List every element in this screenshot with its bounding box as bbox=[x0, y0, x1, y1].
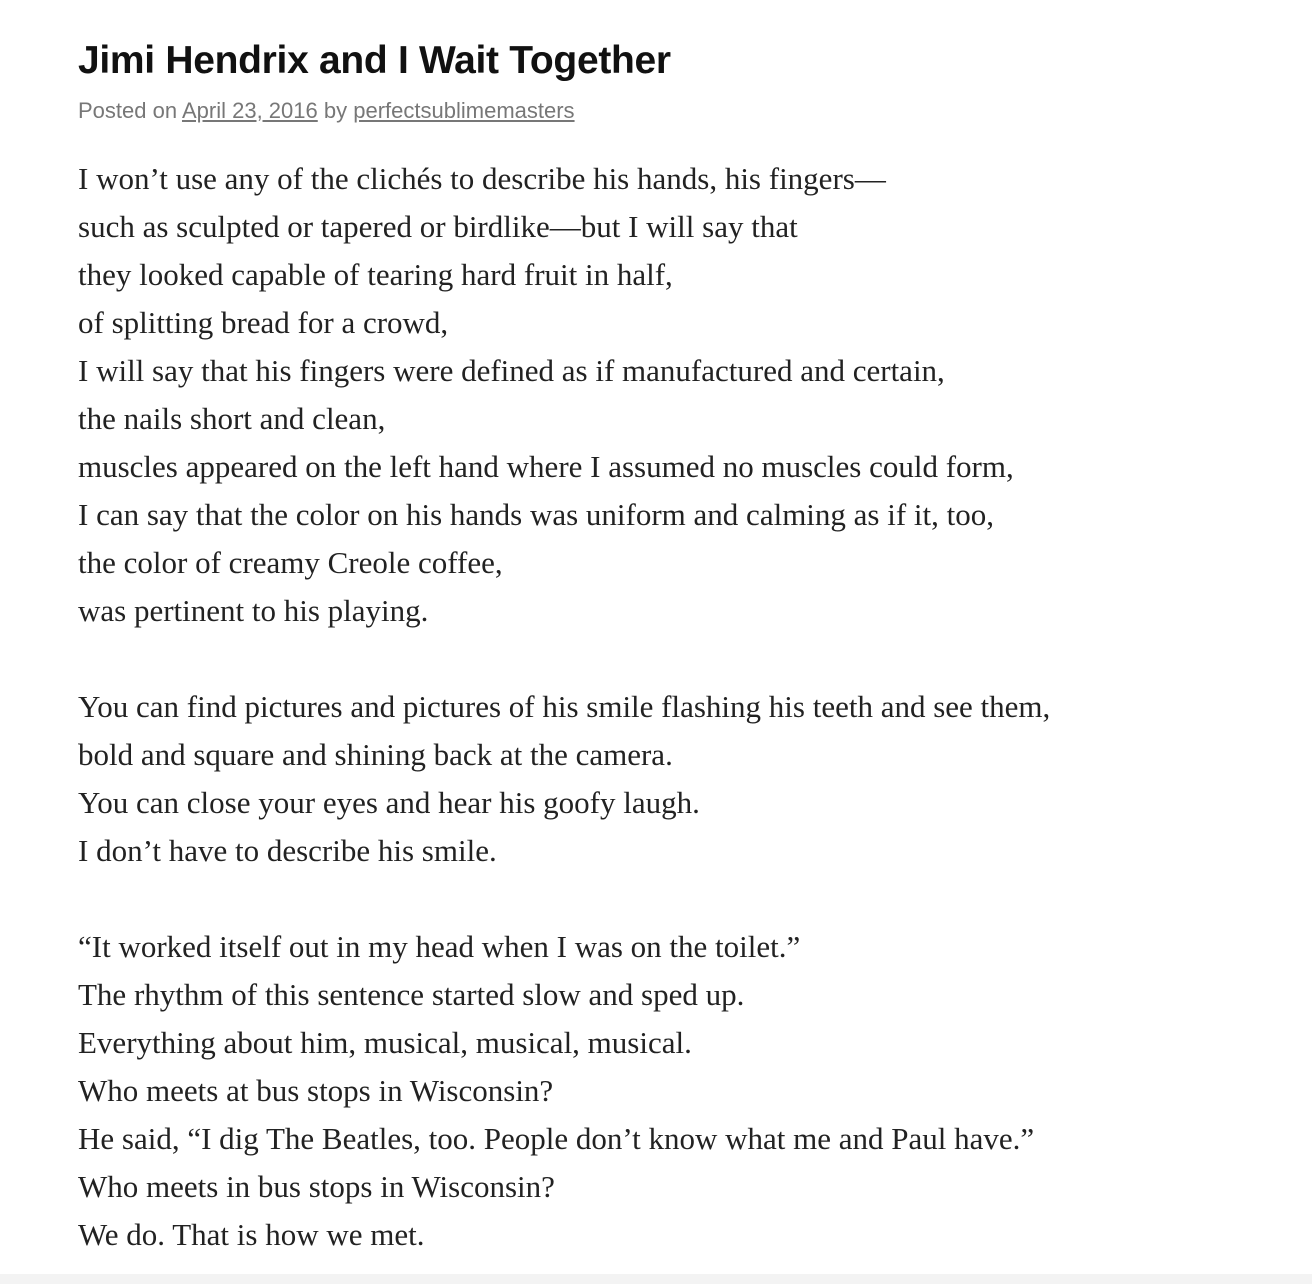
posted-on-label: Posted on bbox=[78, 98, 178, 123]
poem-line: I won’t use any of the clichés to describe his hands, his fingers— bbox=[78, 161, 886, 196]
poem-line: We do. That is how we met. bbox=[78, 1217, 425, 1252]
poem-line: I don’t have to describe his smile. bbox=[78, 833, 497, 868]
poem-line: He said, “I dig The Beatles, too. People don’t know what me and Paul have.” bbox=[78, 1121, 1035, 1156]
poem-line: muscles appeared on the left hand where I assumed no muscles could form, bbox=[78, 449, 1014, 484]
stanza-2 bbox=[78, 683, 1278, 875]
by-label: by bbox=[323, 98, 348, 123]
poem-line: such as sculpted or tapered or birdlike—but I will say that bbox=[78, 209, 798, 244]
post-meta bbox=[78, 96, 1278, 126]
poem-line: The rhythm of this sentence started slow and sped up. bbox=[78, 977, 745, 1012]
poem-line: the color of creamy Creole coffee, bbox=[78, 545, 503, 580]
poem-line: You can close your eyes and hear his goofy laugh. bbox=[78, 785, 700, 820]
poem-line: bold and square and shining back at the camera. bbox=[78, 737, 673, 772]
post-content bbox=[78, 155, 1278, 1259]
poem-line: “It worked itself out in my head when I was on the toilet.” bbox=[78, 929, 801, 964]
poem-line: Everything about him, musical, musical, musical. bbox=[78, 1025, 692, 1060]
poem-line: I can say that the color on his hands was uniform and calming as if it, too, bbox=[78, 497, 995, 532]
poem-line: Who meets at bus stops in Wisconsin? bbox=[78, 1073, 554, 1108]
blog-post bbox=[78, 36, 1278, 1259]
poem-line: the nails short and clean, bbox=[78, 401, 386, 436]
poem-line: Who meets in bus stops in Wisconsin? bbox=[78, 1169, 555, 1204]
poem-line: they looked capable of tearing hard fruit in half, bbox=[78, 257, 673, 292]
stanza-1 bbox=[78, 155, 1278, 635]
poem-line: I will say that his fingers were defined as if manufactured and certain, bbox=[78, 353, 945, 388]
stanza-3 bbox=[78, 923, 1278, 1259]
poem-line: was pertinent to his playing. bbox=[78, 593, 429, 628]
page-bottom-edge bbox=[0, 1274, 1312, 1284]
post-date-link[interactable]: April 23, 2016 bbox=[181, 98, 318, 123]
post-title: Jimi Hendrix and I Wait Together bbox=[78, 39, 671, 82]
author-link[interactable]: perfectsublimemasters bbox=[353, 98, 575, 123]
poem-line: You can find pictures and pictures of his smile flashing his teeth and see them, bbox=[78, 689, 1051, 724]
poem-line: of splitting bread for a crowd, bbox=[78, 305, 449, 340]
